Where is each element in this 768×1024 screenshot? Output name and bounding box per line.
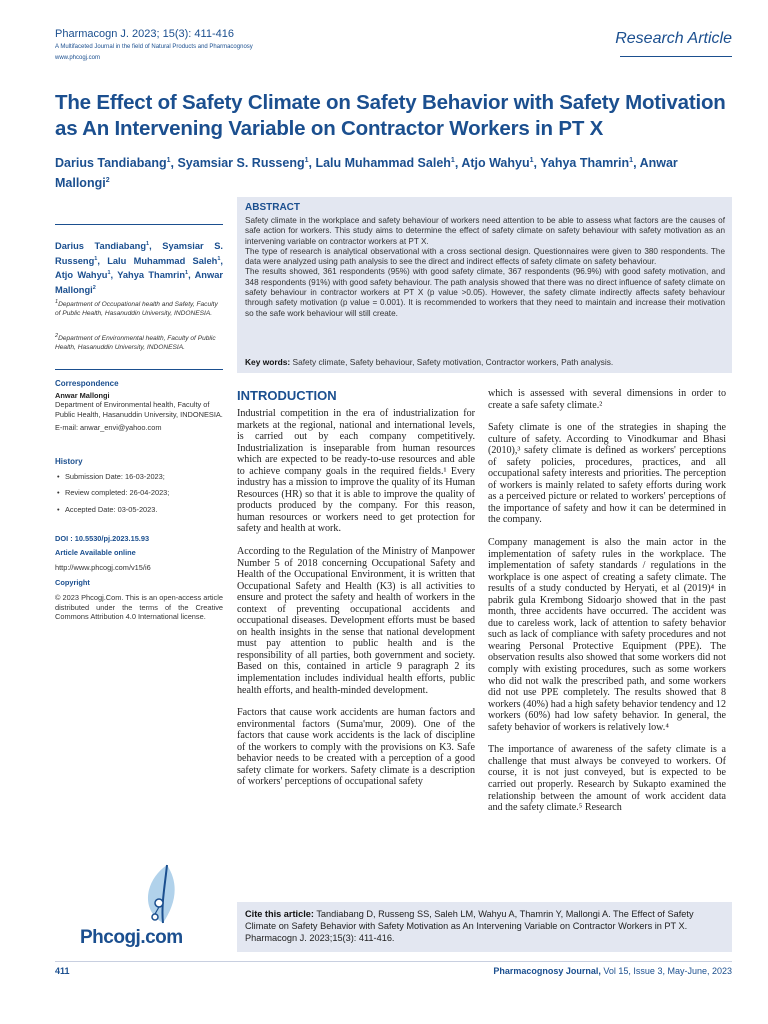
correspondence-address: Department of Environmental health, Faculty of Public Health, Hasanuddin University, INDONESIA. xyxy=(55,400,223,419)
journal-citation: Pharmacogn J. 2023; 15(3): 411-416 xyxy=(55,28,234,40)
body-paragraph: Factors that cause work accidents are human factors and environmental factors (Suma'mur, 2009). One of the factors that cause work accidents is the lack of discipline of the workers to comply with the provisions on K3. Safe behavior needs to be created with a perception of a good safety climate for workers. Safety climate is a description of workers' perceptions of occupational safety xyxy=(237,707,475,788)
abstract-paragraph: The type of research is analytical observational with a cross sectional design. Questionnaires were given to 380 respondents. The data were analyzed using path analysis to see the direct and indirect effects of safety climate on safety behaviour. xyxy=(245,246,725,267)
logo-wordmark: Phcogj.com xyxy=(80,927,183,948)
abstract-paragraph: The results showed, 361 respondents (95%) with good safety climate, 367 respondents (96.9%) with good safety motivation, and 348 respondents (91%) with good safety behaviour. The path analysis showed that there was no direct influence of safety climate on safety behaviour in contractor workers at PT X (p value >0.05). However, the safety climate indirectly affects safety behaviour through safety motivation (p value = 0.001). It is recommended to workers that they need to maintain and increase their motivation so the safe work behaviour will still create. xyxy=(245,267,725,318)
abstract-box xyxy=(237,197,732,373)
history-list xyxy=(55,472,223,515)
article-type: Research Article xyxy=(615,30,732,47)
correspondence-block xyxy=(55,379,223,433)
history-item: • Accepted Date: 03-05-2023. xyxy=(55,505,223,515)
body-column-2 xyxy=(488,388,726,825)
author-name: Atjo Wahyu xyxy=(461,156,530,171)
online-heading: Article Available online xyxy=(55,548,136,557)
body-paragraph: The importance of awareness of the safety climate is a challenge that must always be conveyed to workers. Of course, it is not just conveyed, but is expected to be carried out properly. Research by Sukapto examined the relationship between the amount of work accident data and the safety climate.⁵ Research xyxy=(488,744,726,814)
cite-label: Cite this article: xyxy=(245,909,314,919)
doi-link[interactable]: DOI : 10.5530/pj.2023.15.93 xyxy=(55,534,150,543)
author-name: Yahya Thamrin xyxy=(540,156,630,171)
sidebar-divider xyxy=(55,369,223,370)
introduction-heading: INTRODUCTION xyxy=(237,388,337,403)
affiliation-1: $^1$Department of Occupational health and Safety, Faculty of Public Health, Hasanuddin University, INDONESIA. xyxy=(55,299,218,317)
keywords xyxy=(245,357,725,367)
history-item: • Review completed: 26-04-2023; xyxy=(55,488,223,498)
correspondence-heading: Correspondence xyxy=(55,379,119,388)
author-name: Darius Tandiabang xyxy=(55,156,167,171)
keywords-list: Safety climate, Safety behaviour, Safety motivation, Contractor workers, Path analysis. xyxy=(292,357,614,367)
body-paragraph: Safety climate is one of the strategies in shaping the culture of safety. According to Vinodkumar and Bhasi (2010),³ safety climate is defined as workers' perceptions of safety policies, procedures, practices, and all occupational safety interests and priorities. The perception of workers is mainly related to safety efforts during work as a perceived picture or related to workers' perceptions of the importance of safety and how it can be determined in the company. xyxy=(488,422,726,526)
footer-divider xyxy=(55,961,732,962)
abstract-text xyxy=(245,216,725,319)
cite-box xyxy=(237,902,732,952)
abstract-paragraph: Safety climate in the workplace and safety behaviour of workers need attention to be able to assess what factors are the causes of safe action for workers. This study aims to determine the effect of safety climate on safety behaviour with safety motivation as an intervening variable on contractor workers at PT X. xyxy=(245,216,725,246)
history-item: • Submission Date: 16-03-2023; xyxy=(55,472,223,482)
cite-text: Tandiabang D, Russeng SS, Saleh LM, Wahyu A, Thamrin Y, Mallongi A. The Effect of Safety Climate on Safety Behavior with Safety Motivation as An Intervening Variable on Contractor Workers in PT X. Pharmacogn J. 2023;15(3): 411-416. xyxy=(245,909,694,943)
correspondence-email[interactable]: E-mail: anwar_envi@yahoo.com xyxy=(55,423,162,432)
sidebar-author-list: Darius Tandiabang$^1$, Syamsiar S. Russeng$^1$, Lalu Muhammad Saleh$^1$, Atjo Wahyu$^1$, Yahya Thamrin$^1$, Anwar Mallongi$^2$ xyxy=(55,241,223,295)
article-title: The Effect of Safety Climate on Safety Behavior with Safety Motivation as An Intervening Variable on Contractor Workers in PT X xyxy=(55,91,726,140)
author-name: Anwar Mallongi xyxy=(55,156,678,191)
abstract-heading: ABSTRACT xyxy=(245,202,300,213)
body-column-1 xyxy=(237,408,475,799)
affiliation-2: $^2$Department of Environmental health, Faculty of Public Health, Hasanuddin University, INDONESIA. xyxy=(55,333,216,351)
history-block xyxy=(55,457,223,521)
online-url[interactable]: http://www.phcogj.com/v15/i6 xyxy=(55,563,151,572)
copyright-heading: Copyright xyxy=(55,578,90,587)
keywords-label: Key words: xyxy=(245,357,291,367)
sidebar-divider xyxy=(55,224,223,225)
body-paragraph: which is assessed with several dimensions in order to create a safe safety climate.² xyxy=(488,388,726,411)
body-paragraph: Company management is also the main actor in the implementation of safety rules in the workplace. The implementation of safety standards / regulations in the workplace is one aspect of creating a safety climate. The results of a study conducted by Heryati, et al (2019)⁴ in pabrik gula Krembong Sidoarjo showed that in the past month, three accidents have occurred. The accident was due to careless work, lack of attention to safety behavior such as lack of compliance with safety procedures and not wearing Personal Protective Equipment (PPE). The observation results also showed that some workers did not comply with existing procedures, such as some workers who did not walk the prescribed path, and some workers did not use PPE completely. The results showed that 8 workers (40%) had a high safety behavior tendency and 12 workers (60%) had low safety behavior. In general, the safety behavior of workers is relatively low.⁴ xyxy=(488,537,726,733)
footer-journal: Pharmacognosy Journal, Vol 15, Issue 3, May-June, 2023 xyxy=(493,966,732,976)
journal-url[interactable]: www.phcogj.com xyxy=(55,55,101,61)
author-name: Lalu Muhammad Saleh xyxy=(315,156,451,171)
author-list: Darius Tandiabang$^1$, Syamsiar S. Russeng$^1$, Lalu Muhammad Saleh$^1$, Atjo Wahyu$^1$, Yahya Thamrin$^1$, Anwar Mallongi$^2$ xyxy=(55,156,678,191)
page-number: 411 xyxy=(55,966,70,976)
body-paragraph: Industrial competition in the era of industrialization for markets at the regional, national and international levels, is carried out by each company competitively. Industrialization is inseparable from human resources which are expected to be ready-to-use resources and able to achieve company goals in the required fields.¹ Every industry has a mission to improve the quality of its Human Resources (HR) so that it is able to improve the quality of products produced by the company. For this reason, human resources or workers need to get protection for safety and health at work. xyxy=(237,408,475,535)
journal-subtitle: A Multifaceted Journal in the field of Natural Products and Pharmacognosy xyxy=(55,44,253,50)
history-heading: History xyxy=(55,457,83,466)
author-name: Syamsiar S. Russeng xyxy=(177,156,305,171)
correspondence-name: Anwar Mallongi xyxy=(55,390,110,400)
body-paragraph: According to the Regulation of the Ministry of Manpower Number 5 of 2018 concerning Occupational Safety and Health of the Occupational Environment, it is written that Occupational Safety and Health (K3) is all activities to ensure and protect the safety and health of workers in the context of preventing occupational accidents and occupational diseases. Development efforts must be based on health insights in the sense that national development must pay attention to public health and is the responsibility of all parties, both government and society. Based on this, contained in article 9 paragraph 2 its implementation includes individual health efforts, public health efforts, and health-minded development. xyxy=(237,546,475,696)
copyright-text: © 2023 Phcogj.Com. This is an open-access article distributed under the terms of the Creative Commons Attribution 4.0 International license. xyxy=(55,593,223,621)
header-divider xyxy=(620,56,732,57)
